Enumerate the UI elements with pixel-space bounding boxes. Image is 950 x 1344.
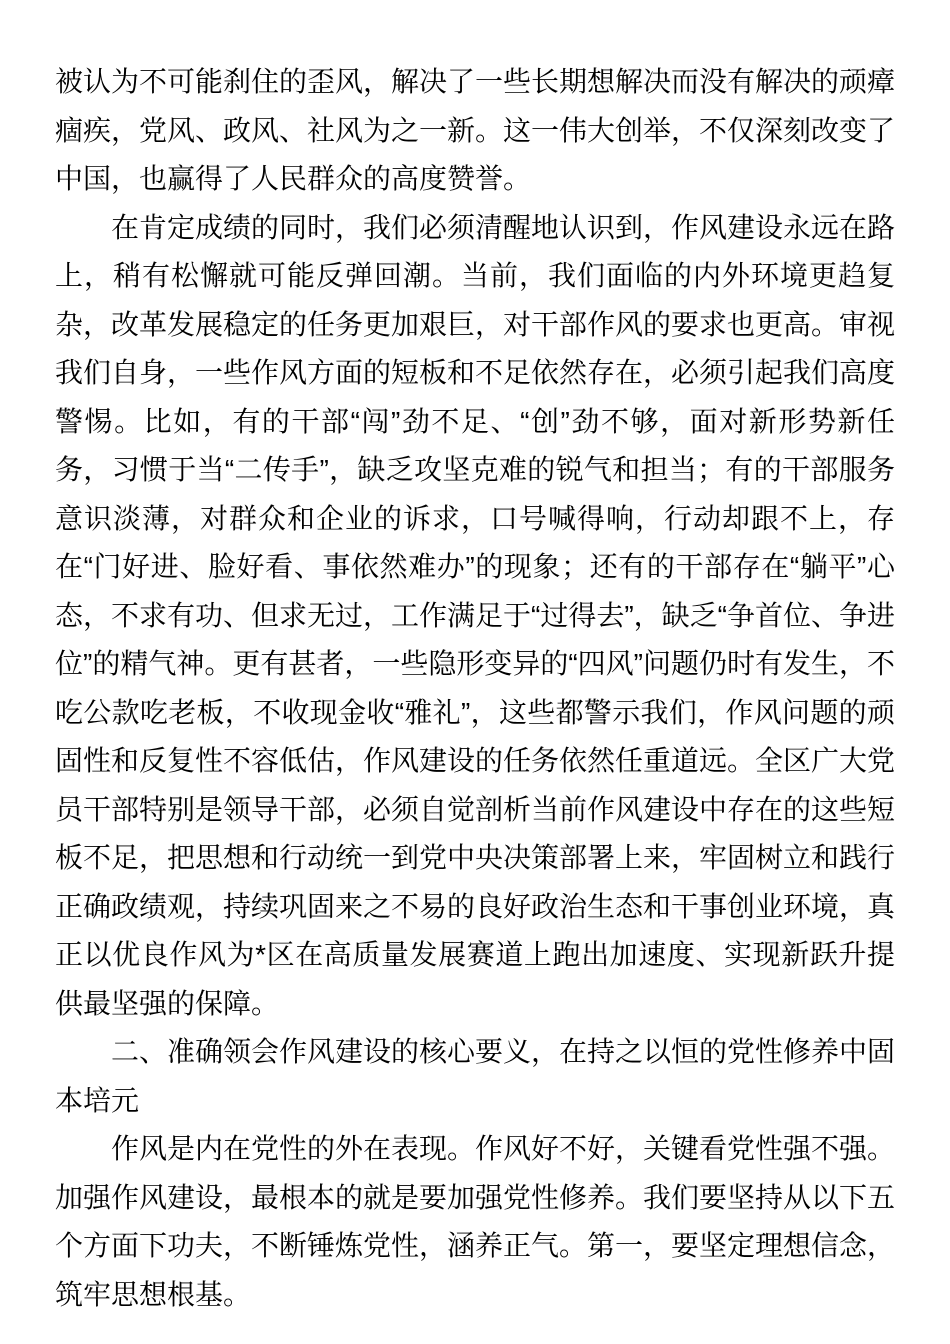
paragraph-situation-analysis: 在肯定成绩的同时，我们必须清醒地认识到，作风建设永远在路上，稍有松懈就可能反弹回潮。当前，我们面临的内外环境更趋复杂，改革发展稳定的任务更加艰巨，对干部作风的要求也更高。审视我们自身，一些作风方面的短板和不足依然存在，必须引起我们高度警惕。比如，有的干部“闯”劲不足、“创”劲不够，面对新形势新任务，习惯于当“二传手”，缺乏攻坚克难的锐气和担当；有的干部服务意识淡薄，对群众和企业的诉求，口号喊得响，行动却跟不上，存在“门好进、脸好看、事依然难办”的现象；还有的干部存在“躺平”心态，不求有功、但求无过，工作满足于“过得去”，缺乏“争首位、争进位”的精气神。更有甚者，一些隐形变异的“四风”问题仍时有发生，不吃公款吃老板，不收现金收“雅礼”，这些都警示我们，作风问题的顽固性和反复性不容低估，作风建设的任务依然任重道远。全区广大党员干部特别是领导干部，必须自觉剖析当前作风建设中存在的这些短板不足，把思想和行动统一到党中央决策部署上来，牢固树立和践行正确政绩观，持续巩固来之不易的良好政治生态和干事创业环境，真正以优良作风为*区在高质量发展赛道上跑出加速度、实现新跃升提供最坚强的保障。 (55, 211, 896, 1019)
document-text-body (55, 58, 895, 1319)
paragraph-continuation: 被认为不可能刹住的歪风，解决了一些长期想解决而没有解决的顽瘴痼疾，党风、政风、社风为之一新。这一伟大创举，不仅深刻改变了中国，也赢得了人民群众的高度赞誉。 (55, 66, 896, 194)
paragraph-party-spirit: 作风是内在党性的外在表现。作风好不好，关键看党性强不强。加强作风建设，最根本的就是要加强党性修养。我们要坚持从以下五个方面下功夫，不断锤炼党性，涵养正气。第一，要坚定理想信念，筑牢思想根基。 (55, 1133, 896, 1310)
section-heading-two: 二、准确领会作风建设的核心要义，在持之以恒的党性修养中固本培元 (55, 1036, 896, 1116)
